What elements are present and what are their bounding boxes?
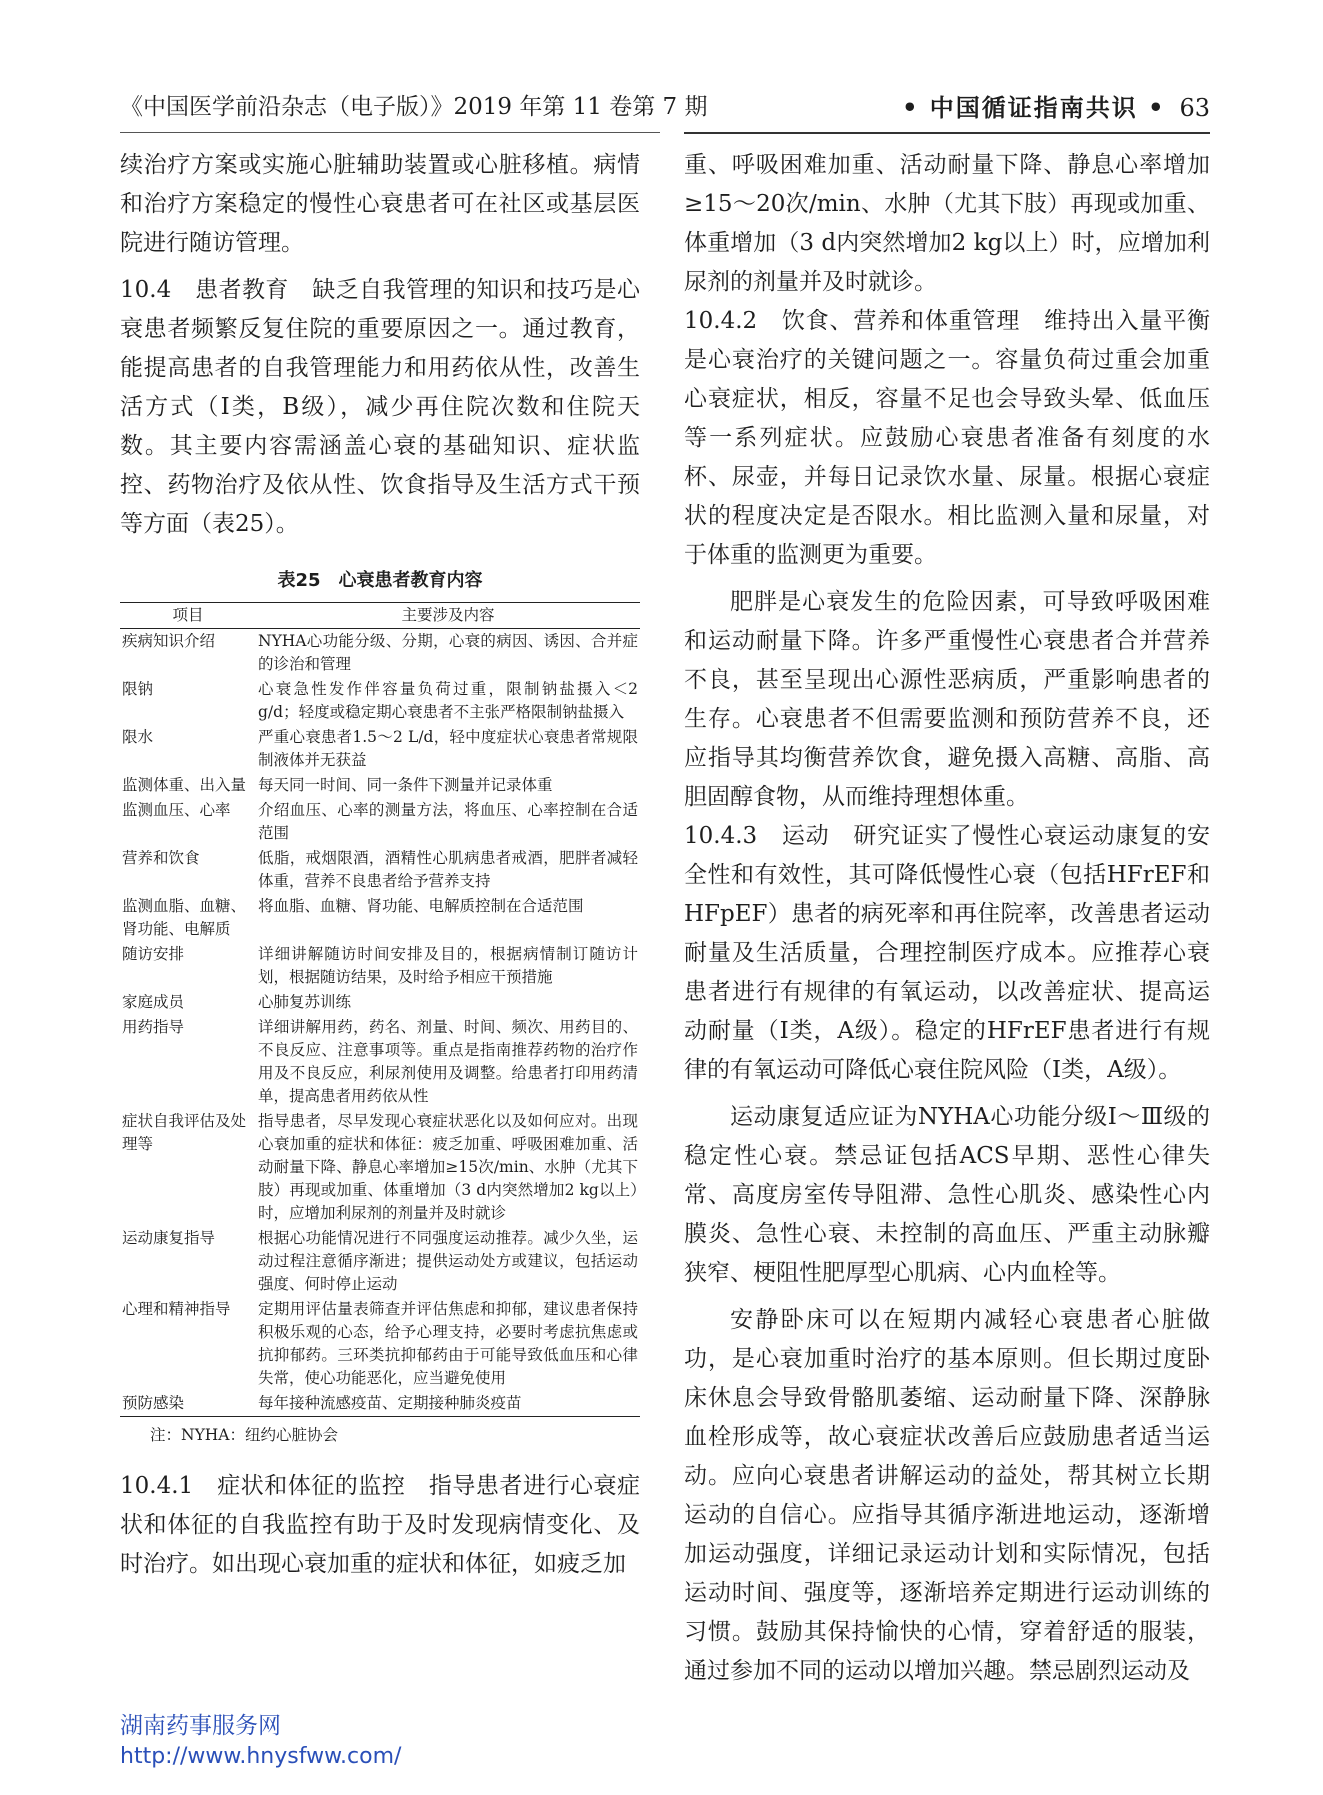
- left-column: [120, 146, 640, 1584]
- column-header-content: 主要涉及内容: [256, 603, 640, 629]
- table-row: [120, 1226, 640, 1297]
- watermark-url[interactable]: http://www.hnysfww.com/: [120, 1744, 402, 1769]
- row-content: 根据心功能情况进行不同强度运动推荐。减少久坐，运动过程注意循序渐进；提供运动处方或建议，包括运动强度、何时停止运动: [258, 1229, 638, 1293]
- page-header: [120, 88, 1210, 128]
- section-10-4-1-paragraph: 10.4.1 症状和体征的监控 指导患者进行心衰症状和体征的自我监控有助于及时发现病情变化、及时治疗。如出现心衰加重的症状和体征，如疲乏加: [120, 1473, 640, 1577]
- paragraph: 运动康复适应证为NYHA心功能分级Ⅰ～Ⅲ级的稳定性心衰。禁忌证包括ACS早期、恶性心律失常、高度房室传导阻滞、急性心肌炎、感染性心内膜炎、急性心衰、未控制的高血压、严重主动脉瓣狭窄、梗阻性肥厚型心肌病、心内血栓等。: [684, 1104, 1210, 1286]
- row-item: 家庭成员: [122, 993, 185, 1011]
- watermark-name: 湖南药事服务网: [120, 1713, 281, 1739]
- table-row: [120, 1015, 640, 1109]
- paragraph: 安静卧床可以在短期内减轻心衰患者心脏做功，是心衰加重时治疗的基本原则。但长期过度卧床休息会导致骨骼肌萎缩、运动耐量下降、深静脉血栓形成等，故心衰症状改善后应鼓励患者适当运动。应向心衰患者讲解运动的益处，帮其树立长期运动的自信心。应指导其循序渐进地运动，逐渐增加运动强度，详细记录运动计划和实际情况，包括运动时间、强度等，逐渐培养定期进行运动训练的习惯。鼓励其保持愉快的心情，穿着舒适的服装，通过参加不同的运动以增加兴趣。禁忌剧烈运动及: [684, 1307, 1210, 1684]
- row-content: 定期用评估量表筛查并评估焦虑和抑郁，建议患者保持积极乐观的心态，给予心理支持，必要时考虑抗焦虑或抗抑郁药。三环类抗抑郁药由于可能导致低血压和心律失常，使心功能恶化，应当避免使用: [258, 1300, 638, 1387]
- row-item: 限水: [122, 728, 154, 746]
- paragraph: 续治疗方案或实施心脏辅助装置或心脏移植。病情和治疗方案稳定的慢性心衰患者可在社区或基层医院进行随访管理。: [120, 152, 640, 256]
- journal-title: 《中国医学前沿杂志（电子版）》2019 年第 11 卷第 7 期: [120, 94, 708, 120]
- table-row: [120, 677, 640, 725]
- row-item: 预防感染: [120, 1391, 256, 1417]
- row-item: 监测血压、心率: [122, 801, 231, 819]
- table-row: [120, 990, 640, 1015]
- row-content: 介绍血压、心率的测量方法，将血压、心率控制在合适范围: [258, 801, 638, 842]
- row-content: 心衰急性发作伴容量负荷过重，限制钠盐摄入＜2 g/d；轻度或稳定期心衰患者不主张严格限制钠盐摄入: [258, 680, 638, 721]
- table-row: [120, 773, 640, 798]
- row-item: 监测体重、出入量: [122, 776, 247, 794]
- row-item: 限钠: [122, 680, 154, 698]
- table-row: [120, 894, 640, 942]
- table-row: [120, 1109, 640, 1226]
- right-column: [684, 146, 1210, 1691]
- row-content: 严重心衰患者1.5～2 L/d，轻中度症状心衰患者常规限制液体并无获益: [258, 728, 638, 769]
- row-content: 每天同一时间、同一条件下测量并记录体重: [258, 776, 553, 794]
- row-item: 运动康复指导: [122, 1229, 216, 1247]
- section-10-4-3-paragraph: 10.4.3 运动 研究证实了慢性心衰运动康复的安全性和有效性，其可降低慢性心衰（包括HFrEF和HFpEF）患者的病死率和再住院率，改善患者运动耐量及生活质量，合理控制医疗成本。应推荐心衰患者进行有规律的有氧运动，以改善症状、提高运动耐量（Ⅰ类，A级）。稳定的HFrEF患者进行有规律的有氧运动可降低心衰住院风险（Ⅰ类，A级）。: [684, 823, 1210, 1083]
- row-item: 用药指导: [122, 1018, 185, 1036]
- row-content: 心肺复苏训练: [258, 993, 352, 1011]
- table-row: [120, 1297, 640, 1391]
- section-label: • 中国循证指南共识 •: [902, 93, 1166, 122]
- education-table: [120, 602, 640, 1417]
- watermark: [120, 1707, 401, 1769]
- row-item: 营养和饮食: [122, 849, 200, 867]
- table-note: 注：NYHA：纽约心脏协会: [150, 1426, 339, 1444]
- row-content: 低脂，戒烟限酒，酒精性心肌病患者戒酒，肥胖者减轻体重，营养不良患者给予营养支持: [258, 849, 638, 890]
- section-title: [902, 88, 1210, 123]
- row-content: NYHA心功能分级、分期，心衰的病因、诱因、合并症的诊治和管理: [258, 632, 638, 673]
- page-number: 63: [1179, 94, 1210, 122]
- table-row: [120, 942, 640, 990]
- table-row: [120, 725, 640, 773]
- column-header-item: 项目: [120, 603, 256, 629]
- row-item: 症状自我评估及处理等: [122, 1112, 247, 1153]
- section-10-4-paragraph: 10.4 患者教育 缺乏自我管理的知识和技巧是心衰患者频繁反复住院的重要原因之一。通过教育，能提高患者的自我管理能力和用药依从性，改善生活方式（Ⅰ类，B级），减少再住院次数和住院天数。其主要内容需涵盖心衰的基础知识、症状监控、药物治疗及依从性、饮食指导及生活方式干预等方面（表25）。: [120, 277, 640, 537]
- row-item: 监测血脂、血糖、肾功能、电解质: [122, 897, 247, 938]
- row-item: 心理和精神指导: [122, 1300, 231, 1318]
- table-row: [120, 1391, 640, 1417]
- row-item: 随访安排: [122, 945, 185, 963]
- header-rule-left: [120, 132, 660, 133]
- table-25: [120, 566, 640, 1445]
- row-content: 每年接种流感疫苗、定期接种肺炎疫苗: [256, 1391, 640, 1417]
- row-content: 详细讲解随访时间安排及目的，根据病情制订随访计划，根据随访结果，及时给予相应干预措施: [258, 945, 638, 986]
- table-header-row: [120, 603, 640, 629]
- paragraph: 肥胖是心衰发生的危险因素，可导致呼吸困难和运动耐量下降。许多严重慢性心衰患者合并营养不良，甚至呈现出心源性恶病质，严重影响患者的生存。心衰患者不但需要监测和预防营养不良，还应指导其均衡营养饮食，避免摄入高糖、高脂、高胆固醇食物，从而维持理想体重。: [684, 589, 1210, 810]
- row-content: 将血脂、血糖、肾功能、电解质控制在合适范围: [258, 897, 584, 915]
- table-title: 表25 心衰患者教育内容: [277, 570, 483, 591]
- header-rule-right: [684, 132, 1210, 134]
- section-10-4-2-paragraph: 10.4.2 饮食、营养和体重管理 维持出入量平衡是心衰治疗的关键问题之一。容量负荷过重会加重心衰症状，相反，容量不足也会导致头晕、低血压等一系列症状。应鼓励心衰患者准备有刻度的水杯、尿壶，并每日记录饮水量、尿量。根据心衰症状的程度决定是否限水。相比监测入量和尿量，对于体重的监测更为重要。: [684, 308, 1210, 568]
- row-content: 详细讲解用药，药名、剂量、时间、频次、用药目的、不良反应、注意事项等。重点是指南推荐药物的治疗作用及不良反应，利尿剂使用及调整。给患者打印用药清单，提高患者用药依从性: [258, 1018, 638, 1105]
- row-item: 疾病知识介绍: [122, 632, 216, 650]
- paragraph: 重、呼吸困难加重、活动耐量下降、静息心率增加≥15～20次/min、水肿（尤其下肢）再现或加重、体重增加（3 d内突然增加2 kg以上）时，应增加利尿剂的剂量并及时就诊。: [684, 152, 1210, 295]
- table-row: [120, 798, 640, 846]
- row-content: 指导患者，尽早发现心衰症状恶化以及如何应对。出现心衰加重的症状和体征：疲乏加重、呼吸困难加重、活动耐量下降、静息心率增加≥15次/min、水肿（尤其下肢）再现或加重、体重增加（3 d内突然增加2 kg以上）时，应增加利尿剂的剂量并及时就诊: [258, 1112, 638, 1222]
- table-row: [120, 629, 640, 678]
- table-row: [120, 846, 640, 894]
